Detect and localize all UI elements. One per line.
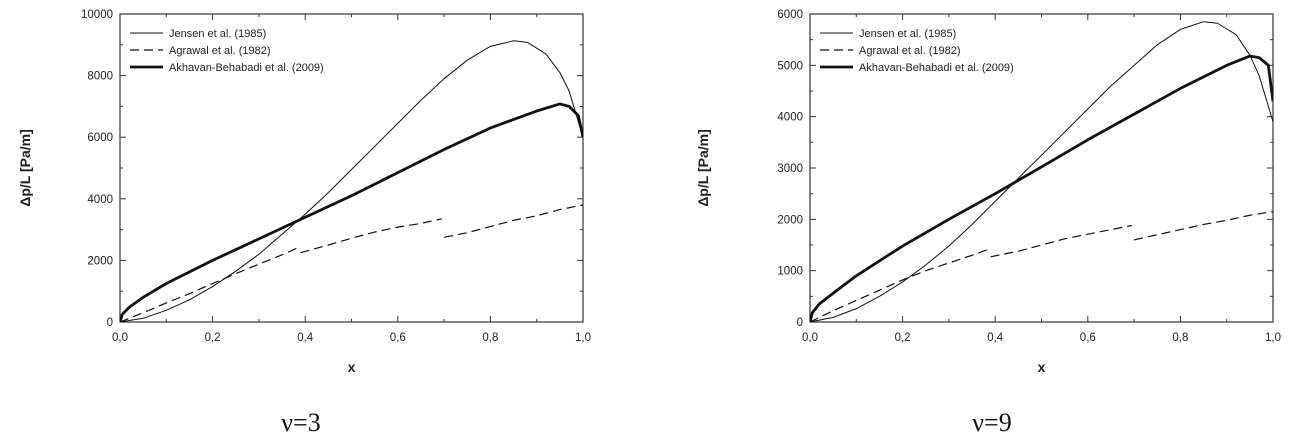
series-line-thin — [120, 41, 583, 322]
plot-frame — [120, 14, 583, 322]
legend-label: Jensen et al. (1985) — [169, 28, 267, 40]
y-tick-label: 2000 — [87, 255, 113, 268]
x-tick-label: 0,2 — [894, 332, 911, 344]
x-tick-label: 0,6 — [389, 332, 406, 344]
x-axis-label: x — [347, 359, 356, 375]
y-tick-label: 8000 — [87, 70, 113, 83]
x-tick-label: 0,0 — [802, 332, 818, 344]
series-line-dashed — [810, 249, 991, 322]
y-tick-label: 0 — [796, 317, 803, 329]
series-line-dashed — [301, 219, 442, 253]
x-tick-label: 0,2 — [204, 332, 221, 344]
chart-2 — [695, 9, 1281, 435]
x-tick-label: 1,0 — [1265, 332, 1281, 344]
x-tick-label: 0,0 — [112, 332, 128, 344]
x-tick-label: 0,4 — [297, 332, 314, 344]
legend-label: Agrawal et al. (1982) — [169, 45, 271, 57]
x-axis-label: x — [1037, 359, 1046, 375]
x-tick-label: 0,8 — [1172, 332, 1189, 344]
legend-label: Agrawal et al. (1982) — [859, 45, 961, 57]
series-line-thick — [810, 56, 1273, 322]
chart-1 — [17, 9, 591, 435]
series-line-dashed — [991, 225, 1132, 256]
x-tick-label: 0,4 — [987, 332, 1004, 344]
y-tick-label: 5000 — [777, 60, 803, 73]
legend — [130, 28, 324, 74]
x-tick-label: 1,0 — [575, 332, 591, 344]
y-tick-label: 0 — [106, 317, 113, 329]
series-line-thick — [120, 104, 583, 322]
y-tick-label: 4000 — [777, 111, 803, 124]
legend-label: Akhavan-Behabadi et al. (2009) — [859, 62, 1014, 74]
legend-label: Jensen et al. (1985) — [859, 28, 957, 40]
y-tick-label: 6000 — [87, 132, 113, 145]
series-line-dashed — [1134, 212, 1273, 240]
x-tick-label: 0,6 — [1079, 332, 1096, 344]
legend-label: Akhavan-Behabadi et al. (2009) — [169, 62, 324, 74]
y-axis-label: Δp/L [Pa/m] — [17, 129, 33, 207]
y-tick-label: 6000 — [777, 9, 803, 21]
legend — [820, 28, 1014, 74]
y-tick-label: 2000 — [777, 214, 803, 227]
y-tick-label: 10000 — [81, 9, 113, 21]
x-tick-label: 0,8 — [482, 332, 499, 344]
chart-caption: ν=3 — [281, 408, 321, 435]
y-tick-label: 1000 — [777, 265, 803, 278]
series-line-dashed — [444, 205, 583, 237]
chart-caption: ν=9 — [972, 408, 1012, 435]
y-tick-label: 4000 — [87, 193, 113, 206]
y-tick-label: 3000 — [777, 163, 803, 175]
series-line-dashed — [120, 247, 301, 322]
y-axis-label: Δp/L [Pa/m] — [695, 129, 711, 207]
